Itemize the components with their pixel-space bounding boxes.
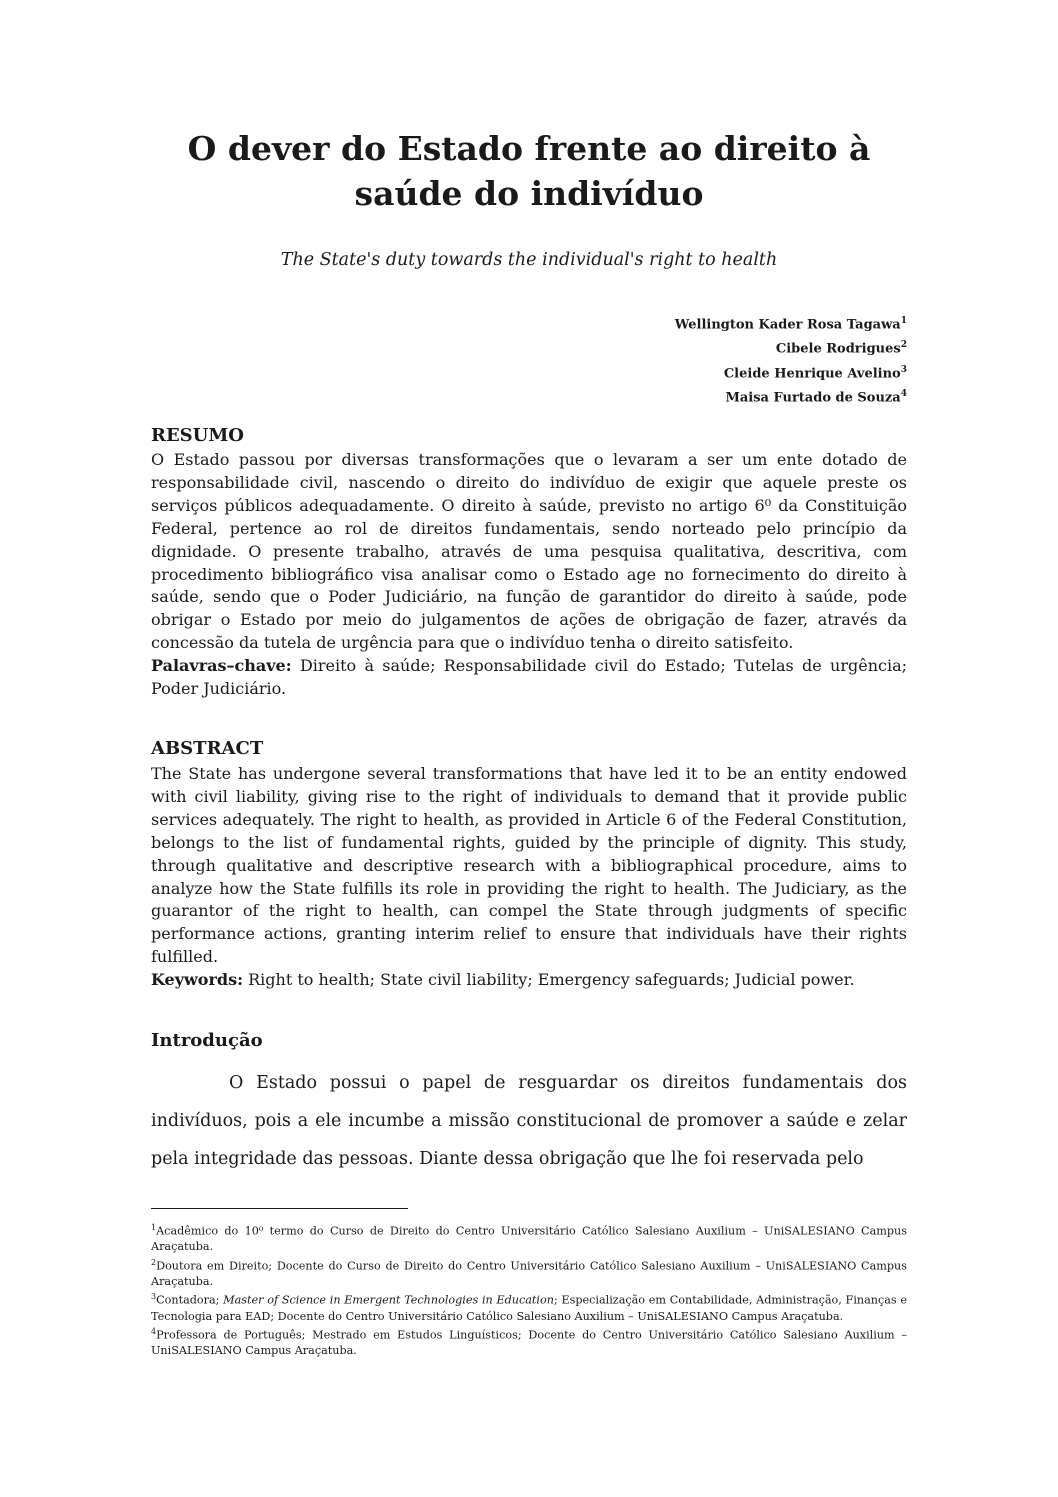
keywords-list: Direito à saúde; Responsabilidade civil do Estado; Tutelas de urgência; Poder Judiciário. [151,656,907,699]
author-line [151,335,907,359]
footnote-text: ; Especialização em Contabilidade, Administração, Finanças e Tecnologia para EAD; Docente do Centro Universitário Católico Salesiano Auxilium – UniSALESIANO Campus Araçatuba. [151,1294,907,1323]
footnote-mark[interactable]: 1 [900,316,907,326]
footnote-mark[interactable]: 3 [900,364,907,375]
footnote-text: Doutora em Direito; Docente do Curso de Direito do Centro Universitário Católico Salesiano Auxilium – UniSALESIANO Campus Araçatuba. [151,1259,907,1288]
resumo-text [151,449,907,701]
footnote-divider [151,1208,408,1209]
footnote-item [151,1324,907,1359]
author-list [151,311,907,408]
footnote-mark[interactable]: 2 [900,340,907,351]
footnote-item [151,1220,907,1255]
footnote-number: 1 [151,1223,157,1232]
footnote-number: 3 [151,1292,157,1302]
author-name: Maisa Furtado de Souza [725,390,901,406]
footnote-text: Professora de Português; Mestrado em Estudos Linguísticos; Docente do Centro Universitário Católico Salesiano Auxilium – UniSALESIANO Campus Araçatuba. [151,1328,907,1358]
abstract-heading: ABSTRACT [151,738,264,759]
author-line [151,384,907,408]
abstract-body: The State has undergone several transformations that have led it to be an entity endowed with civil liability, giving rise to the right of individuals to demand that it provide public services adequately. The right to health, as provided in Article 6 of the Federal Constitution, belongs to the list of fundamental rights, guided by the principle of dignity. This study, through qualitative and descriptive research with a bibliographical procedure, aims to analyze how the State fulfills its role in providing the right to health. The Judiciary, as the guarantor of the right to health, can compel the State through judgments of specific performance actions, granting interim relief to ensure that individuals have their rights fulfilled. [151,764,907,967]
paper-subtitle: The State's duty towards the individual's right to health [280,250,778,270]
introducao-heading: Introdução [151,1030,263,1051]
author-name: Cleide Henrique Avelino [723,365,901,381]
footnote-item [151,1289,907,1324]
footnote-number: 4 [151,1327,157,1337]
footnote-item [151,1255,907,1290]
author-name: Cibele Rodrigues [775,341,901,357]
introducao-text: O Estado possui o papel de resguardar os direitos fundamentais dos indivíduos, pois a ele incumbe a missão constitucional de promover a saúde e zelar pela integridade das pessoas. Diante dessa obrigação que lhe foi reservada pelo [151,1073,907,1169]
footnote-text: Acadêmico do 10⁰ termo do Curso de Direito do Centro Universitário Católico Salesiano Auxilium – UniSALESIANO Campus Araçatuba. [151,1224,907,1254]
keywords-list: Right to health; State civil liability; Emergency safeguards; Judicial power. [248,970,855,990]
resumo-body: O Estado passou por diversas transformações que o levaram a ser um ente dotado de responsabilidade civil, nascendo o direito do indivíduo de exigir que aquele preste os serviços públicos adequadamente. O direito à saúde, previsto no artigo 6⁰ da Constituição Federal, pertence ao rol de direitos fundamentais, sendo norteado pelo princípio da dignidade. O presente trabalho, através de uma pesquisa qualitativa, descritiva, com procedimento bibliográfico visa analisar como o Estado age no fornecimento do direito à saúde, sendo que o Poder Judiciário, na função de garantidor do direito à saúde, pode obrigar o Estado por meio do julgamentos de ações de obrigação de fazer, através da concessão da tutela de urgência para que o indivíduo tenha o direito satisfeito. [151,450,907,653]
footnote-mark[interactable]: 4 [900,388,907,399]
abstract-text [151,763,907,992]
author-name: Wellington Kader Rosa Tagawa [674,317,901,333]
footnotes [151,1220,907,1359]
keywords-label: Keywords: [151,970,244,990]
keywords-label: Palavras–chave: [151,656,292,676]
footnote-text: Contadora; [156,1294,224,1308]
footnote-italic-text: Master of Science in Emergent Technologies in Education [223,1294,554,1308]
author-line [151,360,907,384]
author-line [151,311,907,335]
resumo-heading: RESUMO [151,425,244,446]
paper-title: O dever do Estado frente ao direito à saúde do indivíduo [187,129,871,213]
footnote-number: 2 [151,1257,157,1267]
